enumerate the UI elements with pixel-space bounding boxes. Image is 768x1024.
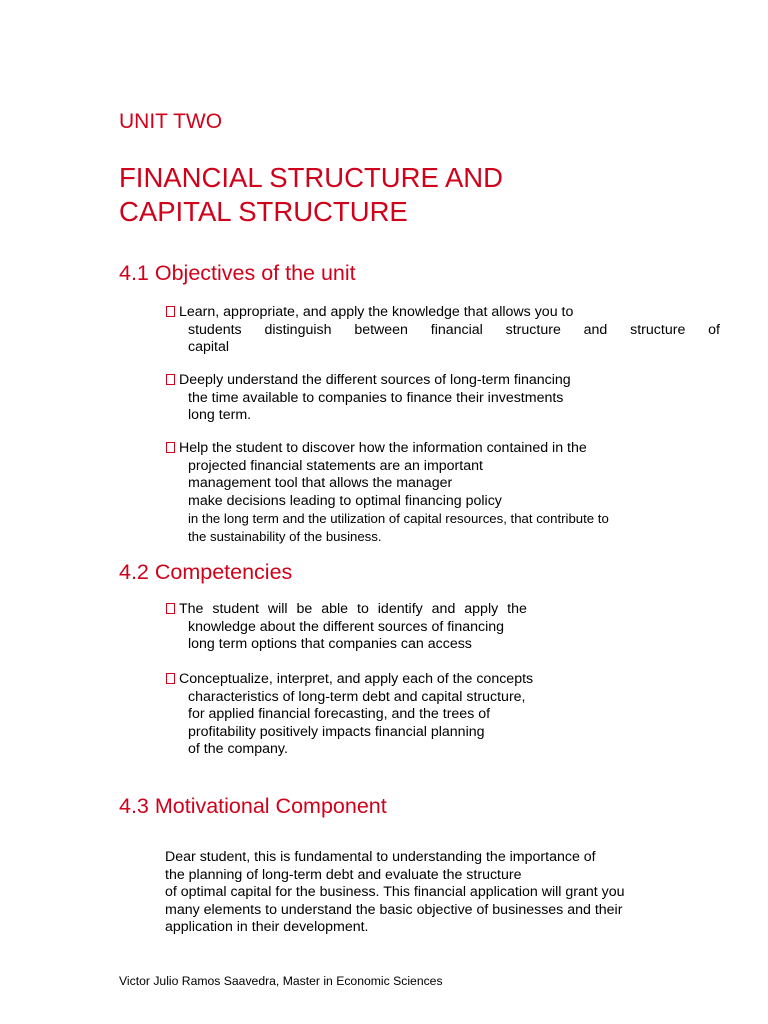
page-footer: Victor Julio Ramos Saavedra, Master in Economic Sciences (119, 974, 443, 988)
competency-item: The student will be able to identify and apply the knowledge about the different sources of financing long term options that companies can access (166, 601, 527, 654)
title-line-1: FINANCIAL STRUCTURE AND (119, 162, 504, 193)
justified-line: students distinguish between financial structure and structure of (188, 321, 720, 338)
page-title (119, 161, 503, 229)
section-heading-objectives: 4.1 Objectives of the unit (119, 261, 356, 285)
objective-item: Learn, appropriate, and apply the knowledge that allows you to students distinguish between financial structure and structure of capital (166, 304, 720, 357)
motivational-paragraph: Dear student, this is fundamental to understanding the importance of the planning of long-term debt and evaluate the structure of optimal capital for the business. This financial application will grant you many elements to understand the basic objective of businesses and their application in their development. (165, 849, 625, 936)
bullet-box-icon (166, 442, 175, 453)
bullet-box-icon (166, 673, 175, 684)
section-heading-motivational: 4.3 Motivational Component (119, 794, 387, 818)
competency-item: Conceptualize, interpret, and apply each of the concepts characteristics of long-term debt and capital structure, for applied financial forecasting, and the trees of profitability positively impacts financial planning of the company. (166, 671, 533, 759)
bullet-box-icon (166, 306, 175, 317)
section-heading-competencies: 4.2 Competencies (119, 560, 293, 584)
bullet-box-icon (166, 374, 175, 385)
unit-label: UNIT TWO (119, 110, 223, 133)
objective-item: Help the student to discover how the information contained in the projected financial statements are an important management tool that allows the manager make decisions leading to optimal financing policy in the long term and the utilization of capital resources, that contribute to the sustainability of the business. (166, 440, 609, 546)
objective-item: Deeply understand the different sources of long-term financing the time available to companies to finance their investments long term. (166, 372, 571, 425)
title-line-2: CAPITAL STRUCTURE (119, 196, 408, 227)
bullet-box-icon (166, 603, 175, 614)
